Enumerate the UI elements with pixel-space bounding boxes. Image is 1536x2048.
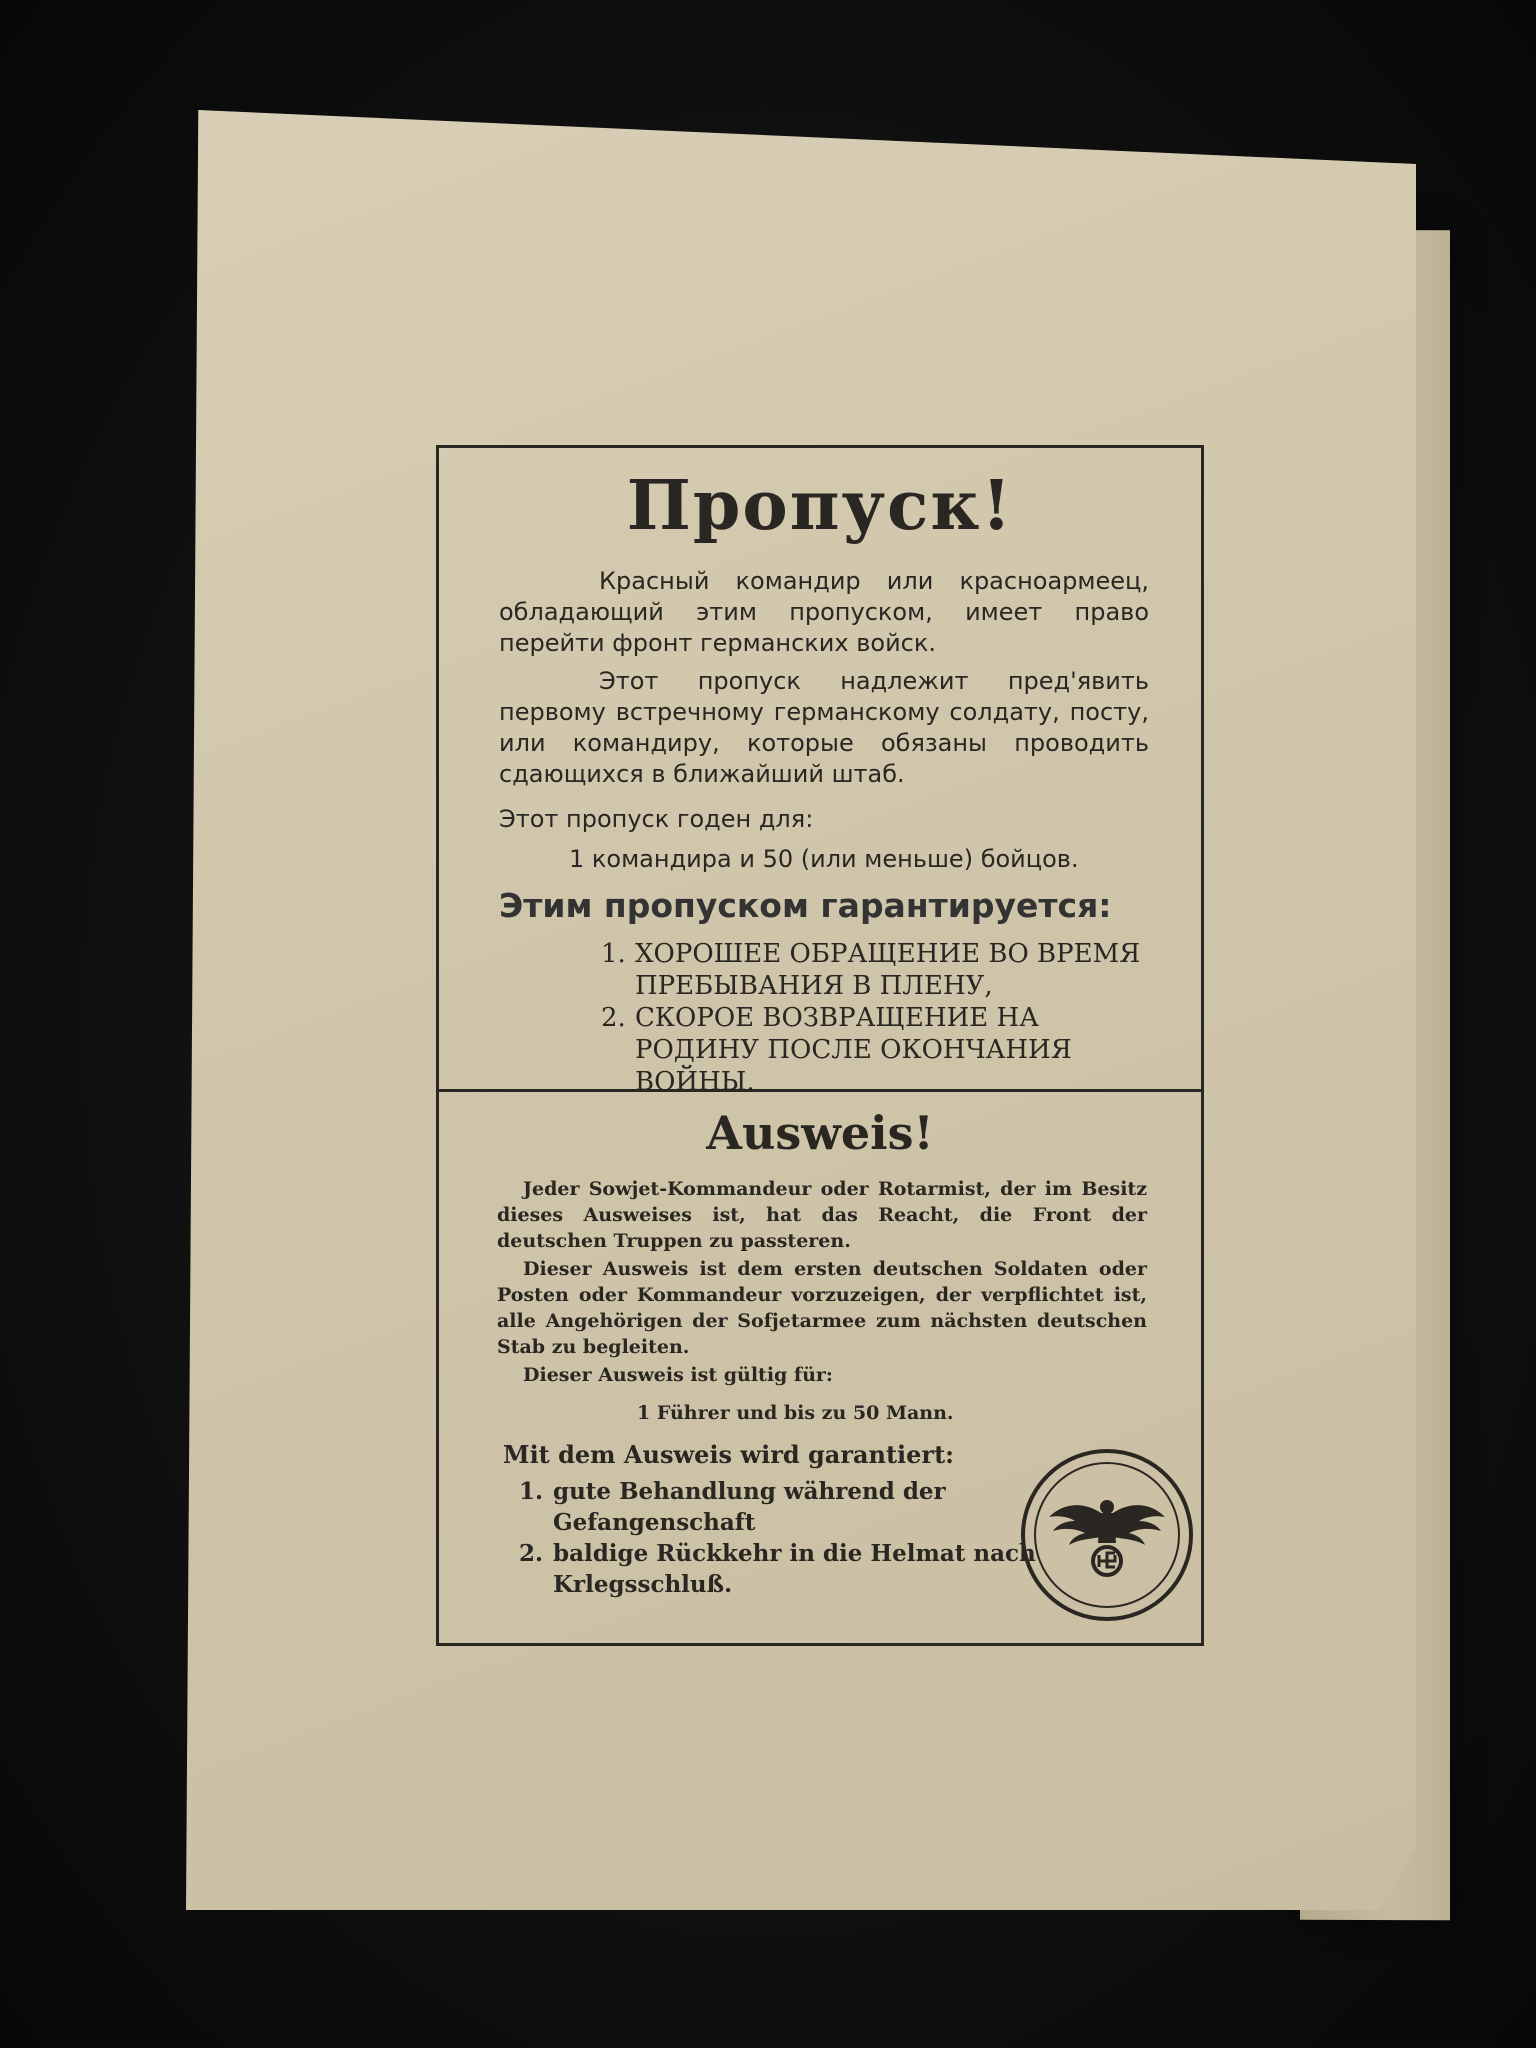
german-section — [439, 1092, 1201, 1646]
russian-valid-count: 1 командира и 50 (или меньше) бойцов. — [569, 845, 1079, 873]
russian-paragraph-1: Красный командир или красноармеец, обладающий этим пропуском, имеет право перейти фронт германских войск. — [499, 567, 1149, 657]
german-valid-count: 1 Führer und bis zu 50 Mann. — [637, 1402, 954, 1424]
list-item — [519, 1476, 1039, 1538]
list-item-text: ХОРОШЕЕ ОБРАЩЕНИЕ ВО ВРЕМЯ ПРЕБЫВАНИЯ В ПЛЕНУ, — [635, 939, 1141, 1001]
russian-title: Пропуск! — [626, 466, 1014, 546]
german-guarantee-heading: Mit dem Ausweis wird garantiert: — [503, 1440, 955, 1469]
list-item — [601, 938, 1161, 1002]
russian-guarantee-list — [601, 938, 1161, 1098]
list-item-number: 2. — [601, 1003, 626, 1033]
russian-guarantee-heading: Этим пропуском гарантируется: — [499, 886, 1112, 925]
german-title: Ausweis! — [706, 1106, 934, 1160]
leaflet-frame — [436, 445, 1204, 1646]
list-item-text: СКОРОЕ ВОЗВРАЩЕНИЕ НА РОДИНУ ПОСЛЕ ОКОНЧАНИЯ ВОЙНЫ. — [635, 1003, 1072, 1097]
list-item-number: 2. — [519, 1540, 544, 1567]
german-guarantee-list — [519, 1476, 1039, 1600]
list-item — [519, 1538, 1039, 1600]
list-item-text: gute Behandlung während der Gefangenschaft — [553, 1478, 946, 1536]
list-item-text: baldige Rückkehr in die Helmat nach Krlegsschluß. — [553, 1540, 1036, 1598]
russian-paragraph-2: Этот пропуск надлежит пред'явить первому встречному германскому солдату, посту, или командиру, которые обязаны проводить сдающихся в ближайший штаб. — [499, 667, 1149, 788]
german-paragraph-2: Dieser Ausweis ist dem ersten deutschen Soldaten oder Posten oder Kommandeur vorzuzeigen, der verpflichtet ist, alle Angehörigen der Sofjetarmee zum nächsten deutschen Stab zu begleiten. — [497, 1258, 1147, 1358]
german-valid-for: Dieser Ausweis ist gültig für: — [523, 1364, 833, 1386]
german-paragraph-1: Jeder Sowjet-Kommandeur oder Rotarmist, der im Besitz dieses Ausweises ist, hat das Reacht, die Front der deutschen Truppen zu passteren. — [497, 1178, 1147, 1252]
list-item-number: 1. — [519, 1478, 544, 1505]
russian-section — [439, 448, 1201, 1097]
list-item — [601, 1002, 1161, 1098]
list-item-number: 1. — [601, 939, 626, 969]
eagle-emblem-seal-icon — [1019, 1447, 1195, 1623]
russian-valid-for: Этот пропуск годен для: — [499, 805, 814, 833]
